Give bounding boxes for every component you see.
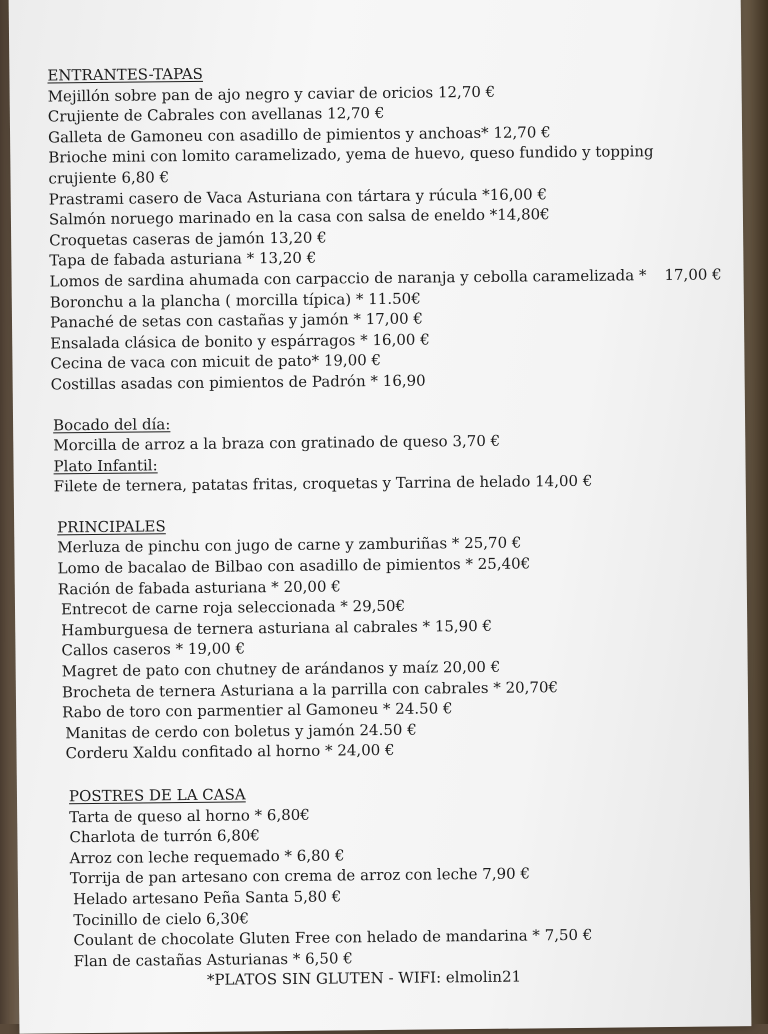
menu-item: Galleta de Gamoneu con asadillo de pimientos y anchoas* 12,70 € [47,122,551,147]
menu-item: Croquetas caseras de jamón 13,20 € [49,228,327,250]
menu-item: Brioche mini con lomito caramelizado, yema de huevo, queso fundido y topping [48,142,654,167]
menu-item: Salmón noruego marinado en la casa con salsa de eneldo *14,80€ [48,205,550,229]
menu-item: Charlota de turrón 6,80€ [69,826,260,847]
menu-item: Lomo de bacalao de Bilbao con asadillo de pimientos * 25,40€ [57,554,531,578]
menu-item: Morcilla de arroz a la braza con gratinado de queso 3,70 € [53,431,501,455]
section-heading-postres: POSTRES DE LA CASA [68,785,246,806]
section-heading-entrantes: ENTRANTES-TAPAS [47,64,204,85]
menu-item: Cecina de vaca con micuit de pato* 19,00 € [50,351,382,373]
menu-item: Manitas de cerdo con boletus y jamón 24.50 € [65,720,417,743]
menu-item: Corderu Xaldu confitado al horno * 24,00 € [65,741,395,763]
footer-note: *PLATOS SIN GLUTEN - WIFI: elmolin21 [206,967,522,990]
section-heading-bocado: Bocado del día: [52,414,171,434]
section-heading-principales: PRINCIPALES [57,517,166,537]
menu-item-price: 17,00 € [664,265,722,284]
menu-item: Boronchu a la plancha ( morcilla típica) * 11.50€ [49,289,421,311]
menu-item: Coulant de chocolate Gluten Free con helado de mandarina * 7,50 € [73,925,593,950]
menu-item: Tapa de fabada asturiana * 13,20 € [49,248,317,270]
menu-item: Ensalada clásica de bonito y espárragos * 16,00 € [50,330,430,353]
section-heading-infantil: Plato Infantil: [53,456,158,476]
menu-item: Tocinillo de cielo 6,30€ [73,908,250,929]
menu-item: Rabo de toro con parmentier al Gamoneu * 24.50 € [62,699,453,722]
menu-item: Tarta de queso al horno * 6,80€ [69,805,310,826]
menu-item: Flan de castañas Asturianas * 6,50 € [73,949,353,970]
menu-item: Ración de fabada asturiana * 20,00 € [57,577,341,599]
menu-item: Costillas asadas con pimientos de Padrón * 16,90 [50,371,426,394]
menu-item: Prastrami casero de Vaca Asturiana con tártara y rúcula *16,00 € [48,184,548,209]
menu-item: Arroz con leche requemado * 6,80 € [69,846,345,868]
menu-item: Hamburguesa de ternera asturiana al cabrales * 15,90 € [61,616,493,640]
menu-item-name: Lomos de sardina ahumada con carpaccio de naranja y cebolla caramelizada * [49,266,647,291]
menu-item: Helado artesano Peña Santa 5,80 € [72,887,342,909]
menu-item: Panaché de setas con castañas y jamón * 17,00 € [49,309,424,332]
menu-item: Merluza de pinchu con jugo de carne y zamburiñas * 25,70 € [57,533,522,557]
menu-item: Mejillón sobre pan de ajo negro y caviar de oricios 12,70 € [47,82,496,106]
menu-content [47,58,747,992]
menu-item: Crujiente de Cabrales con avellanas 12,70 € [47,104,385,126]
menu-item-continuation: crujiente 6,80 € [48,168,170,188]
menu-item: Filete de ternera, patatas fritas, croquetas y Tarrina de helado 14,00 € [53,472,593,496]
menu-paper [9,0,752,1034]
menu-item: Brocheta de ternera Asturiana a la parrilla con cabrales * 20,70€ [61,677,559,701]
menu-item: Entrecot de carne roja seleccionada * 29,50€ [60,596,406,619]
menu-item: Callos caseros * 19,00 € [61,639,246,660]
menu-item: Torrija de pan artesano con crema de arroz con leche 7,90 € [69,864,531,888]
menu-item: Magret de pato con chutney de arándanos y maíz 20,00 € [61,657,501,681]
